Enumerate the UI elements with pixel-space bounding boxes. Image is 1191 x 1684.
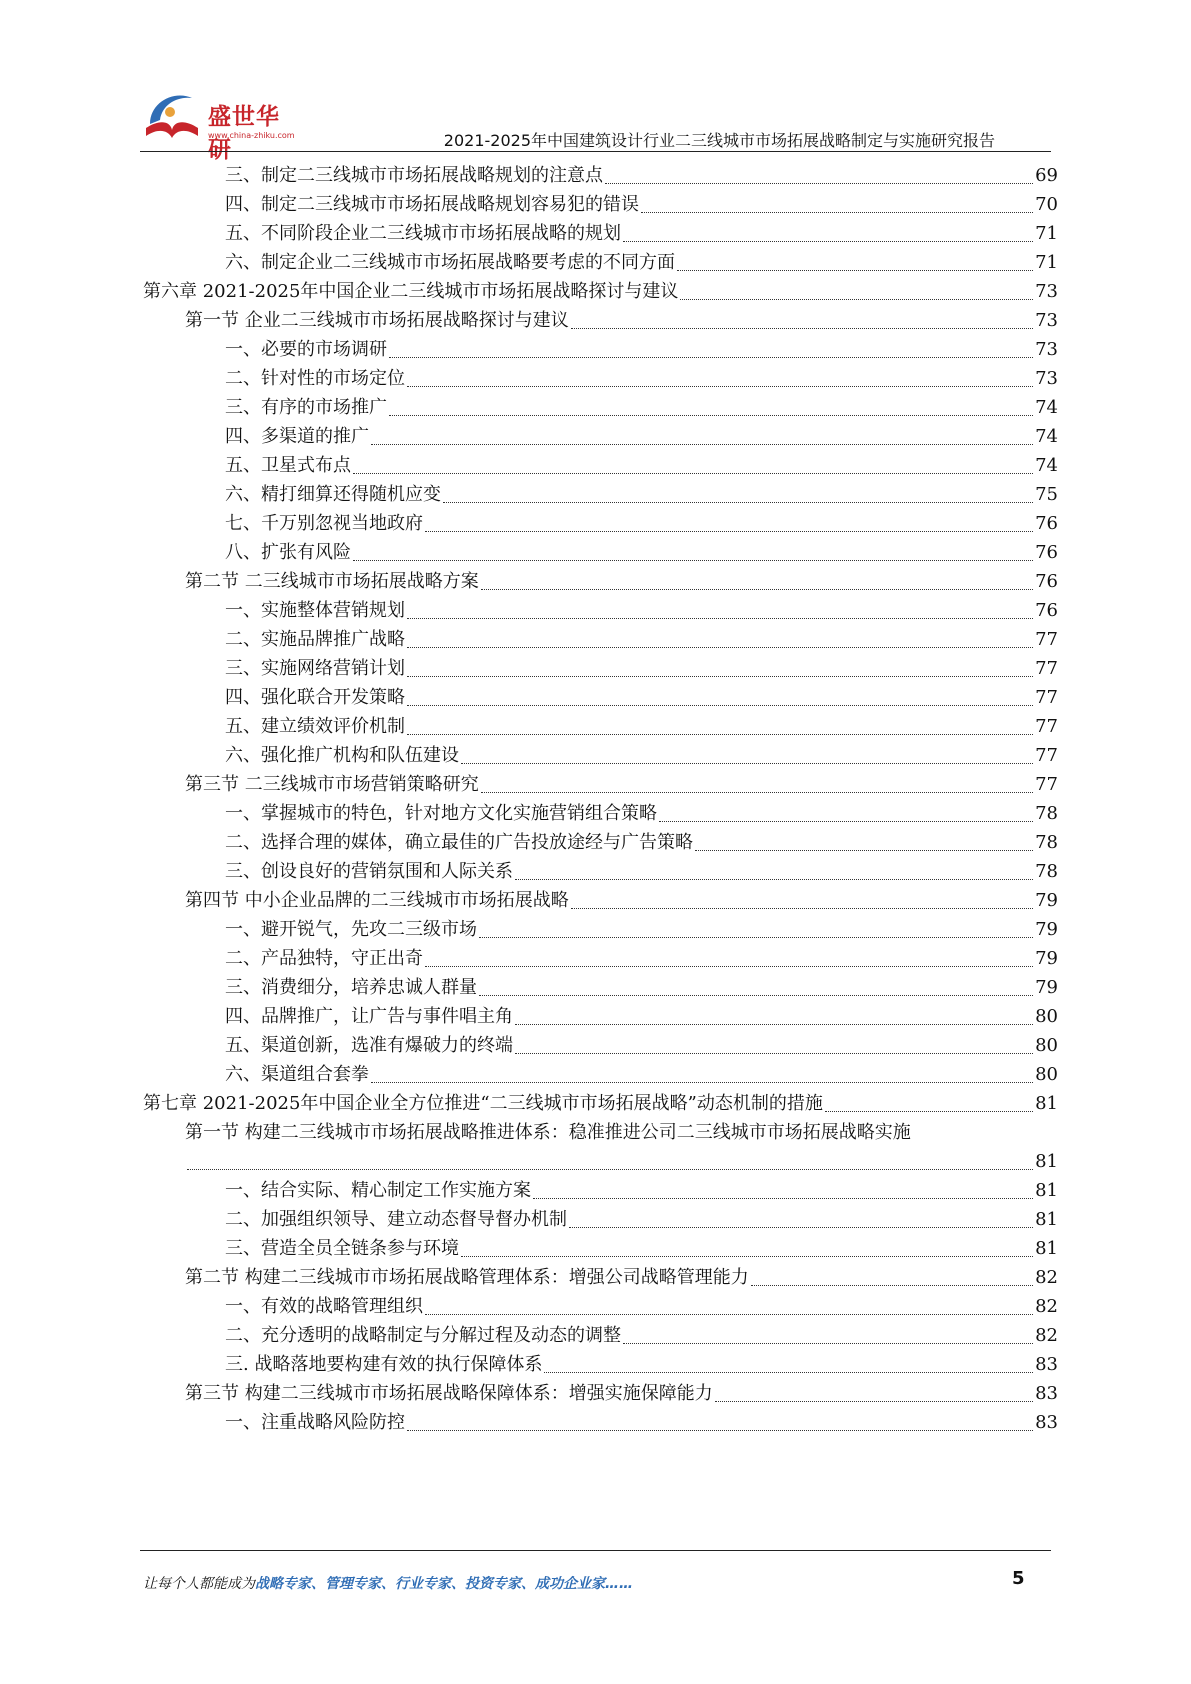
toc-leader — [425, 531, 1033, 532]
toc-leader — [353, 473, 1033, 474]
toc-entry-page: 83 — [1035, 1412, 1058, 1433]
toc-entry-label: 二、产品独特，守正出奇 — [225, 948, 423, 969]
toc-entry-label: 三、创设良好的营销氛围和人际关系 — [225, 861, 513, 882]
toc-leader — [371, 1082, 1033, 1083]
toc-entry[interactable] — [225, 1030, 1058, 1061]
toc-entry[interactable] — [225, 363, 1058, 394]
toc-entry[interactable] — [185, 1262, 1058, 1293]
toc-entry-page: 79 — [1035, 890, 1058, 911]
toc-entry-label: 二、实施品牌推广战略 — [225, 629, 405, 650]
toc-entry-page: 80 — [1035, 1006, 1058, 1027]
toc-leader — [571, 908, 1033, 909]
toc-entry-label: 四、强化联合开发策略 — [225, 687, 405, 708]
logo-text: 盛世华研 — [208, 104, 280, 163]
footer-slogan-prefix: 让每个人都能成为 — [143, 1576, 255, 1592]
toc-entry-page: 74 — [1035, 426, 1058, 447]
toc-entry-label: 三、消费细分，培养忠诚人群量 — [225, 977, 477, 998]
toc-entry-label: 五、渠道创新，选准有爆破力的终端 — [225, 1035, 513, 1056]
toc-entry[interactable] — [225, 247, 1058, 278]
toc-entry-label: 五、卫星式布点 — [225, 455, 351, 476]
toc-entry[interactable] — [185, 566, 1058, 597]
footer-slogan — [143, 1573, 633, 1593]
toc-entry-page: 79 — [1035, 919, 1058, 940]
toc-leader — [825, 1111, 1033, 1112]
toc-entry-page: 77 — [1035, 658, 1058, 679]
toc-entry[interactable] — [225, 740, 1058, 771]
toc-entry[interactable] — [225, 798, 1058, 829]
toc-entry-page: 71 — [1035, 223, 1058, 244]
toc-entry[interactable] — [225, 392, 1058, 423]
toc-leader — [479, 937, 1033, 938]
toc-entry-page: 75 — [1035, 484, 1058, 505]
toc-entry-page: 74 — [1035, 455, 1058, 476]
toc-leader — [407, 705, 1033, 706]
toc-leader — [515, 1024, 1033, 1025]
toc-leader — [407, 618, 1033, 619]
toc-leader — [695, 850, 1033, 851]
toc-entry-label: 一、实施整体营销规划 — [225, 600, 405, 621]
toc-entry-page: 77 — [1035, 716, 1058, 737]
toc-entry-label: 第三节 二三线城市市场营销策略研究 — [185, 774, 479, 795]
toc-entry[interactable] — [225, 943, 1058, 974]
toc-entry-page: 71 — [1035, 252, 1058, 273]
toc-entry[interactable] — [225, 1349, 1058, 1380]
toc-entry[interactable] — [225, 334, 1058, 365]
toc-leader — [389, 357, 1033, 358]
toc-entry-page: 70 — [1035, 194, 1058, 215]
toc-entry[interactable] — [225, 972, 1058, 1003]
toc-entry-page: 73 — [1035, 281, 1058, 302]
toc-entry[interactable] — [225, 421, 1058, 452]
toc-entry-page: 80 — [1035, 1035, 1058, 1056]
report-title: 2021-2025年中国建筑设计行业二三线城市市场拓展战略制定与实施研究报告 — [443, 131, 995, 150]
toc-entry-label: 第二节 二三线城市市场拓展战略方案 — [185, 571, 479, 592]
footer-divider — [140, 1550, 1051, 1551]
toc-entry[interactable] — [225, 682, 1058, 713]
toc-leader — [641, 212, 1033, 213]
toc-entry-page: 78 — [1035, 861, 1058, 882]
toc-entry-label: 一、避开锐气，先攻二三级市场 — [225, 919, 477, 940]
toc-entry-page: 79 — [1035, 948, 1058, 969]
toc-leader — [569, 1227, 1033, 1228]
toc-entry-label: 第二节 构建二三线城市市场拓展战略管理体系：增强公司战略管理能力 — [185, 1267, 749, 1288]
toc-leader — [479, 995, 1033, 996]
toc-entry[interactable] — [225, 218, 1058, 249]
toc-entry-label: 四、多渠道的推广 — [225, 426, 369, 447]
toc-entry-label: 第六章 2021-2025年中国企业二三线城市市场拓展战略探讨与建议 — [143, 281, 679, 302]
toc-entry[interactable] — [143, 276, 1058, 307]
toc-entry[interactable] — [225, 1291, 1058, 1322]
toc-entry-page: 76 — [1035, 513, 1058, 534]
toc-entry-label: 一、掌握城市的特色，针对地方文化实施营销组合策略 — [225, 803, 657, 824]
toc-leader — [371, 444, 1033, 445]
toc-entry-label: 三、实施网络营销计划 — [225, 658, 405, 679]
toc-entry-page: 82 — [1035, 1325, 1058, 1346]
toc-leader — [751, 1285, 1033, 1286]
toc-entry-label: 一、有效的战略管理组织 — [225, 1296, 423, 1317]
toc-entry-label: 三、营造全员全链条参与环境 — [225, 1238, 459, 1259]
toc-entry-label: 第四节 中小企业品牌的二三线城市市场拓展战略 — [185, 890, 569, 911]
toc-entry-label: 二、针对性的市场定位 — [225, 368, 405, 389]
toc-entry[interactable] — [225, 508, 1058, 539]
toc-entry-page: 82 — [1035, 1267, 1058, 1288]
toc-entry-page: 83 — [1035, 1383, 1058, 1404]
toc-entry[interactable] — [225, 189, 1058, 220]
toc-entry-label: 一、必要的市场调研 — [225, 339, 387, 360]
toc-leader — [659, 821, 1033, 822]
toc-leader — [533, 1198, 1033, 1199]
toc-entry-page: 77 — [1035, 629, 1058, 650]
toc-leader — [407, 676, 1033, 677]
toc-entry-label: 第七章 2021-2025年中国企业全方位推进“二三线城市市场拓展战略”动态机制的措施 — [143, 1093, 823, 1114]
toc-entry-label[interactable]: 第一节 构建二三线城市市场拓展战略推进体系：稳准推进公司二三线城市市场拓展战略实施 — [185, 1122, 911, 1143]
toc-leader — [715, 1401, 1033, 1402]
toc-leader — [481, 792, 1033, 793]
toc-leader — [425, 966, 1033, 967]
toc-entry-page: 73 — [1035, 368, 1058, 389]
toc-entry[interactable] — [225, 1233, 1058, 1264]
toc-entry-page: 81 — [1035, 1180, 1058, 1201]
toc-leader — [605, 183, 1033, 184]
toc-leader — [515, 879, 1033, 880]
toc-entry-label: 四、制定二三线城市市场拓展战略规划容易犯的错误 — [225, 194, 639, 215]
footer-slogan-highlight: 战略专家、管理专家、行业专家、投资专家、成功企业家…… — [255, 1576, 633, 1592]
page-number: 5 — [1012, 1568, 1025, 1589]
page-header — [140, 76, 1051, 163]
toc-entry-label: 七、千万别忽视当地政府 — [225, 513, 423, 534]
toc-entry-label: 六、渠道组合套拳 — [225, 1064, 369, 1085]
toc-leader — [623, 241, 1033, 242]
toc-leader — [571, 328, 1033, 329]
toc-leader — [680, 299, 1033, 300]
toc-entry-label: 五、建立绩效评价机制 — [225, 716, 405, 737]
toc-leader — [461, 763, 1033, 764]
toc-leader — [353, 560, 1033, 561]
toc-leader — [544, 1372, 1033, 1373]
toc-entry-page: 77 — [1035, 687, 1058, 708]
toc-entry[interactable] — [225, 624, 1058, 655]
toc-entry-page: 82 — [1035, 1296, 1058, 1317]
toc-entry-page: 78 — [1035, 803, 1058, 824]
logo-url: www.china-zhiku.com — [208, 131, 295, 140]
logo[interactable] — [140, 76, 300, 163]
toc-entry-label: 四、品牌推广，让广告与事件唱主角 — [225, 1006, 513, 1027]
toc-leader — [407, 647, 1033, 648]
toc-leader — [461, 1256, 1033, 1257]
toc-entry[interactable] — [225, 914, 1058, 945]
toc-entry-label: 六、强化推广机构和队伍建设 — [225, 745, 459, 766]
toc-entry[interactable] — [225, 1204, 1058, 1235]
toc-leader — [425, 1314, 1033, 1315]
toc-entry-label: 二、选择合理的媒体，确立最佳的广告投放途经与广告策略 — [225, 832, 693, 853]
toc-entry[interactable] — [225, 711, 1058, 742]
toc-entry[interactable] — [225, 1407, 1058, 1438]
toc-leader — [407, 1430, 1033, 1431]
toc-entry-page: 81 — [1035, 1209, 1058, 1230]
toc-entry[interactable] — [225, 827, 1058, 858]
toc-entry-page: 81 — [1035, 1093, 1058, 1114]
toc-entry-page: 76 — [1035, 600, 1058, 621]
toc-entry-label: 二、充分透明的战略制定与分解过程及动态的调整 — [225, 1325, 621, 1346]
toc-entry-label: 第三节 构建二三线城市市场拓展战略保障体系：增强实施保障能力 — [185, 1383, 713, 1404]
toc-entry-page: 73 — [1035, 339, 1058, 360]
toc-entry[interactable] — [185, 305, 1058, 336]
toc-leader — [407, 734, 1033, 735]
toc-entry[interactable] — [185, 1378, 1058, 1409]
toc-entry[interactable] — [185, 885, 1058, 916]
toc-entry-label: 八、扩张有风险 — [225, 542, 351, 563]
toc-entry-label: 六、制定企业二三线城市市场拓展战略要考虑的不同方面 — [225, 252, 675, 273]
toc-entry-label: 三、有序的市场推广 — [225, 397, 387, 418]
toc-leader — [389, 415, 1033, 416]
toc-entry-page: 77 — [1035, 745, 1058, 766]
toc-entry-label: 五、不同阶段企业二三线城市市场拓展战略的规划 — [225, 223, 621, 244]
toc-leader — [677, 270, 1033, 271]
toc-entry[interactable] — [225, 653, 1058, 684]
toc-entry-page: 81 — [1035, 1238, 1058, 1259]
toc-leader — [515, 1053, 1033, 1054]
toc-entry-label: 六、精打细算还得随机应变 — [225, 484, 441, 505]
toc-entry-label: 第一节 企业二三线城市市场拓展战略探讨与建议 — [185, 310, 569, 331]
toc-entry-label: 一、结合实际、精心制定工作实施方案 — [225, 1180, 531, 1201]
toc-entry-page: 76 — [1035, 542, 1058, 563]
toc-entry[interactable] — [225, 595, 1058, 626]
toc-entry[interactable] — [225, 1059, 1058, 1090]
toc-entry-page: 83 — [1035, 1354, 1058, 1375]
toc-entry[interactable] — [225, 856, 1058, 887]
logo-icon — [140, 84, 204, 144]
toc-entry-continuation[interactable] — [185, 1146, 1058, 1177]
toc-entry-page: 73 — [1035, 310, 1058, 331]
toc-entry-page: 77 — [1035, 774, 1058, 795]
toc-entry-label: 三. 战略落地要构建有效的执行保障体系 — [225, 1354, 543, 1375]
toc-leader — [407, 386, 1033, 387]
toc-entry[interactable] — [225, 450, 1058, 481]
toc-entry-page: 79 — [1035, 977, 1058, 998]
toc-entry-label: 二、加强组织领导、建立动态督导督办机制 — [225, 1209, 567, 1230]
toc-entry[interactable] — [225, 479, 1058, 510]
toc-entry-page: 76 — [1035, 571, 1058, 592]
toc-entry[interactable] — [225, 537, 1058, 568]
toc-entry-label: 三、制定二三线城市市场拓展战略规划的注意点 — [225, 165, 603, 186]
toc-leader — [623, 1343, 1033, 1344]
toc-entry-page: 81 — [1035, 1151, 1058, 1172]
toc-entry-page: 78 — [1035, 832, 1058, 853]
toc-entry-page: 80 — [1035, 1064, 1058, 1085]
toc-leader — [481, 589, 1033, 590]
toc-leader — [443, 502, 1033, 503]
toc-entry-label: 一、注重战略风险防控 — [225, 1412, 405, 1433]
toc-entry[interactable] — [225, 160, 1058, 191]
toc-entry-page: 69 — [1035, 165, 1058, 186]
toc-entry[interactable] — [225, 1001, 1058, 1032]
toc-entry[interactable] — [225, 1175, 1058, 1206]
toc-entry[interactable] — [225, 1320, 1058, 1351]
toc-entry[interactable] — [185, 769, 1058, 800]
header-divider — [140, 151, 1051, 152]
toc-leader — [187, 1169, 1033, 1170]
toc-entry[interactable] — [143, 1088, 1058, 1119]
toc-entry-page: 74 — [1035, 397, 1058, 418]
